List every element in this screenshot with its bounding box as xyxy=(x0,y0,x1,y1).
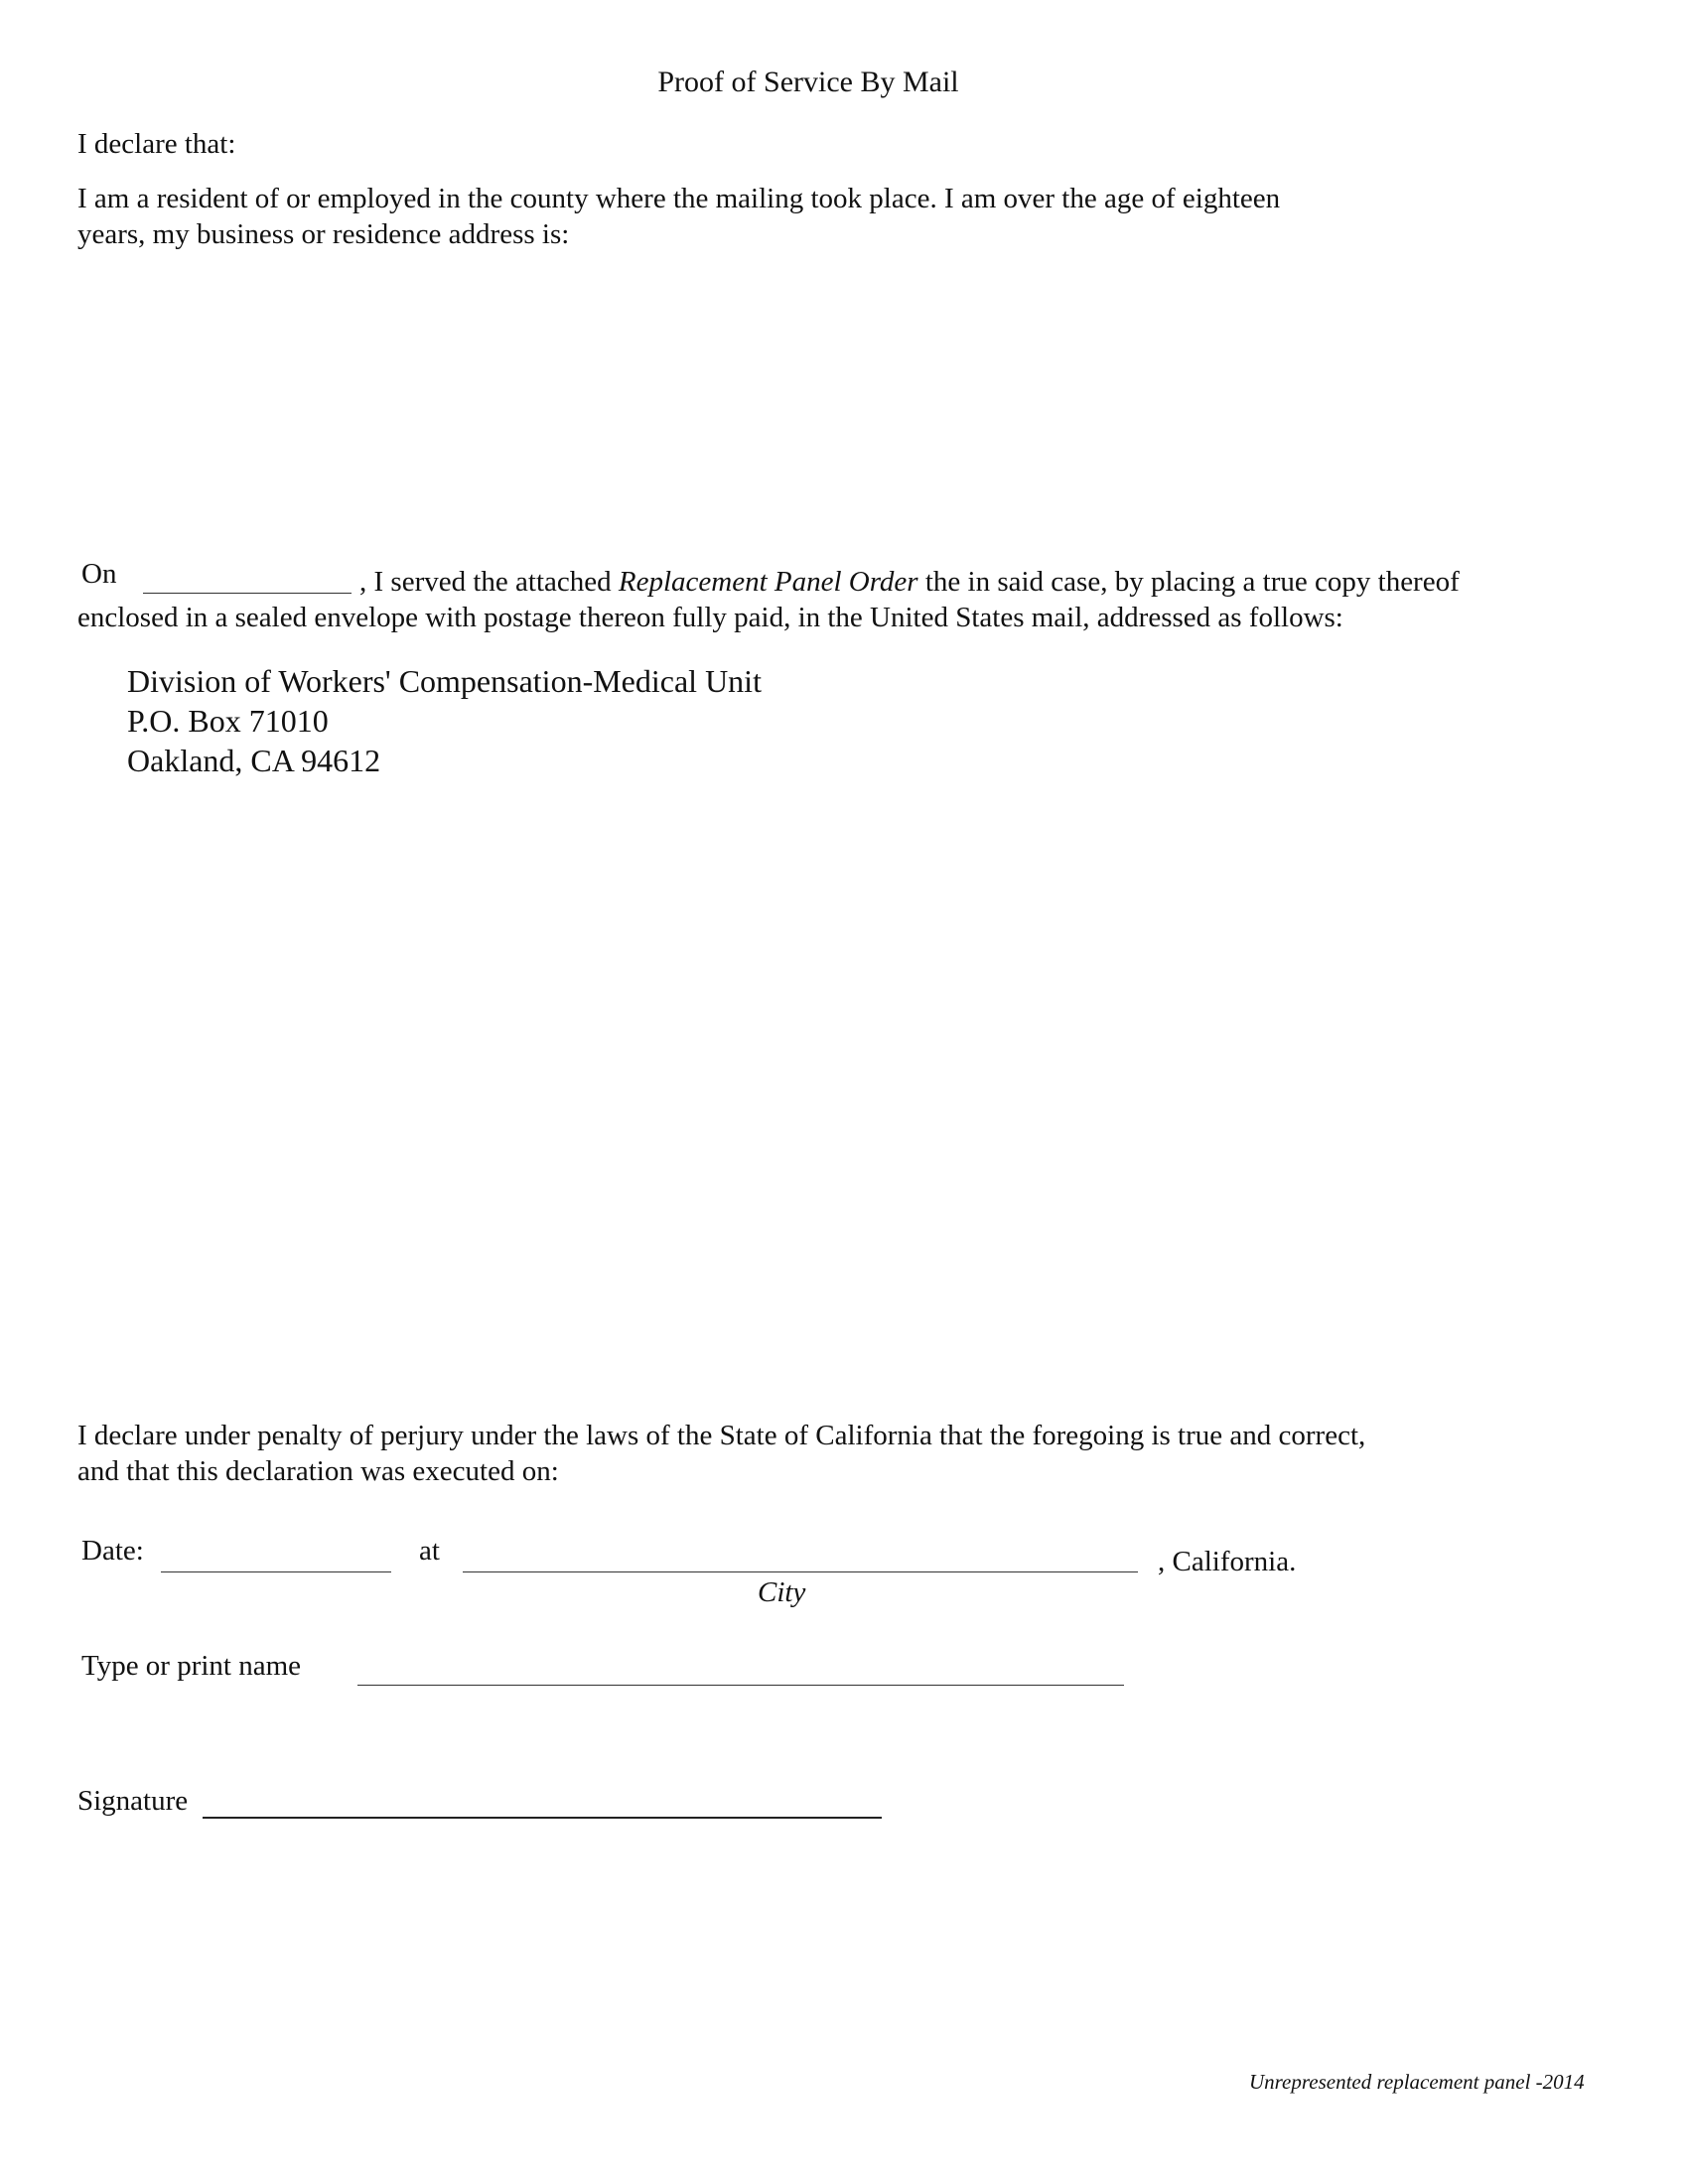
service-rest-line-1: the in said case, by placing a true copy thereof xyxy=(924,566,1460,598)
page-title: Proof of Service By Mail xyxy=(657,66,959,98)
intro-declare: I declare that: xyxy=(77,128,236,160)
declaration-line-1: I declare under penalty of perjury under the laws of the State of California that the foregoing is true and correct, xyxy=(77,1420,1366,1451)
address-line-3: Oakland, CA 94612 xyxy=(127,743,381,778)
at-label: at xyxy=(419,1535,440,1567)
signature-label: Signature xyxy=(77,1785,189,1817)
city-caption: City xyxy=(758,1576,806,1608)
print-name-field[interactable] xyxy=(357,1685,1124,1686)
on-label: On xyxy=(81,558,117,590)
intro-line-1: I am a resident of or employed in the county where the mailing took place. I am over the age of eighteen xyxy=(77,183,1281,214)
served-text: , I served the attached xyxy=(359,566,612,598)
service-line-2: enclosed in a sealed envelope with postage thereon fully paid, in the United States mail, addressed as follows: xyxy=(77,602,1343,633)
state-text: , California. xyxy=(1158,1546,1297,1577)
city-field[interactable] xyxy=(463,1571,1138,1572)
signature-field[interactable] xyxy=(203,1817,882,1819)
service-sentence xyxy=(359,564,1460,600)
date-label: Date: xyxy=(81,1535,144,1567)
address-line-2: P.O. Box 71010 xyxy=(127,703,329,739)
name-label: Type or print name xyxy=(81,1650,302,1682)
date-field[interactable] xyxy=(161,1571,391,1572)
address-line-1: Division of Workers' Compensation-Medical Unit xyxy=(127,663,762,699)
footer-note: Unrepresented replacement panel -2014 xyxy=(1249,2070,1585,2094)
declaration-line-2: and that this declaration was executed on: xyxy=(77,1455,559,1487)
service-date-field[interactable] xyxy=(143,593,352,594)
intro-line-2: years, my business or residence address is: xyxy=(77,218,570,250)
document-name: Replacement Panel Order xyxy=(618,566,918,598)
